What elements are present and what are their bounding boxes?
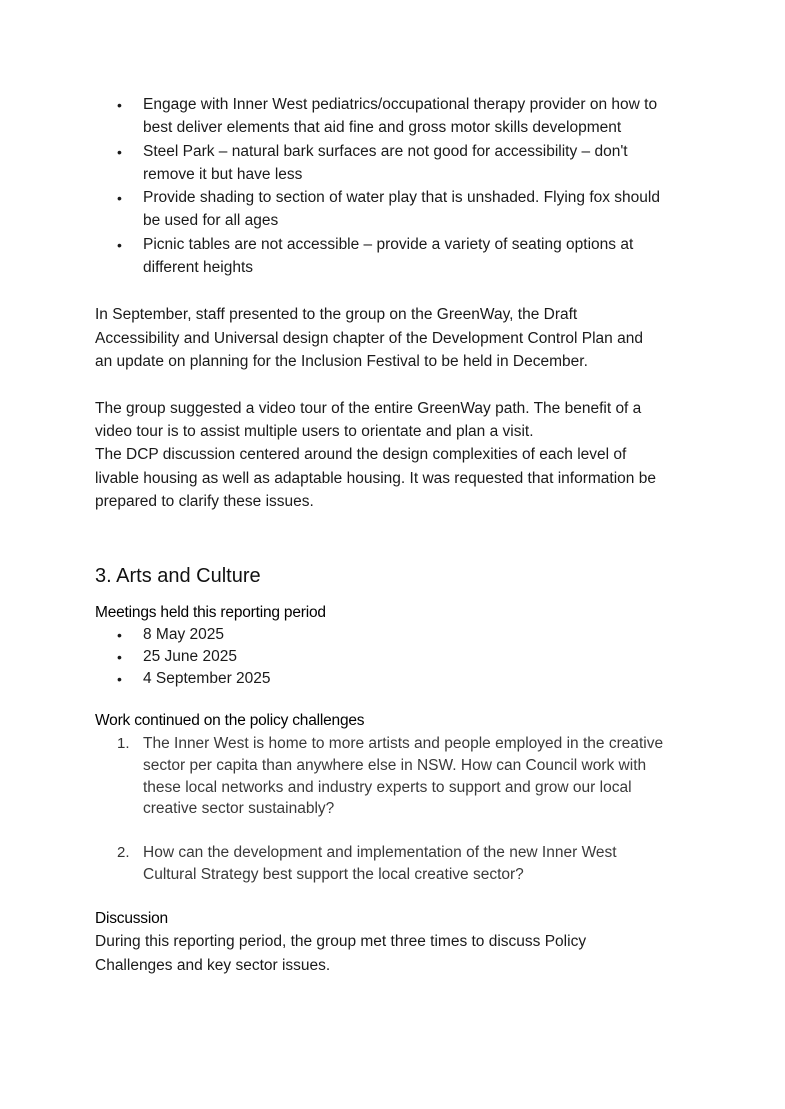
policy-item-text: How can the development and implementation of the new Inner West <box>143 844 617 861</box>
paragraph-text: video tour is to assist multiple users to orientate and plan a visit. <box>95 423 534 440</box>
list-number: 2. <box>117 844 130 861</box>
meeting-date: 25 June 2025 <box>143 648 237 665</box>
section-heading: 3. Arts and Culture <box>95 565 261 587</box>
bullet-icon: • <box>117 97 122 113</box>
paragraph-text: In September, staff presented to the group on the GreenWay, the Draft <box>95 306 578 323</box>
bullet-item-text: Engage with Inner West pediatrics/occupational therapy provider on how to <box>143 96 658 113</box>
subheading-discussion: Discussion <box>95 910 168 927</box>
policy-item-text: The Inner West is home to more artists and people employed in the creative <box>143 735 664 752</box>
meeting-date: 8 May 2025 <box>143 626 224 643</box>
subheading-meetings: Meetings held this reporting period <box>95 604 326 621</box>
bullet-icon: • <box>117 627 122 643</box>
bullet-item-text: be used for all ages <box>143 212 279 229</box>
bullet-item-text: Steel Park – natural bark surfaces are not good for accessibility – don't <box>143 143 628 160</box>
bullet-icon: • <box>117 671 122 687</box>
bullet-icon: • <box>117 237 122 253</box>
paragraph-text: Accessibility and Universal design chapter of the Development Control Plan and <box>95 330 643 347</box>
paragraph-text: The DCP discussion centered around the design complexities of each level of <box>95 446 627 463</box>
subheading-policy: Work continued on the policy challenges <box>95 712 365 729</box>
policy-item-text: sector per capita than anywhere else in NSW. How can Council work with <box>143 757 647 774</box>
bullet-item-text: remove it but have less <box>143 166 303 183</box>
bullet-icon: • <box>117 144 122 160</box>
policy-item-text: Cultural Strategy best support the local creative sector? <box>143 866 524 883</box>
bullet-item-text: best deliver elements that aid fine and gross motor skills development <box>143 119 622 136</box>
discussion-text: Challenges and key sector issues. <box>95 957 331 974</box>
list-number: 1. <box>117 735 130 752</box>
paragraph-text: prepared to clarify these issues. <box>95 493 314 510</box>
bullet-item-text: Picnic tables are not accessible – provide a variety of seating options at <box>143 236 634 253</box>
discussion-text: During this reporting period, the group met three times to discuss Policy <box>95 933 587 950</box>
paragraph-text: The group suggested a video tour of the entire GreenWay path. The benefit of a <box>95 400 642 417</box>
bullet-item-text: Provide shading to section of water play that is unshaded. Flying fox should <box>143 189 660 206</box>
bullet-icon: • <box>117 649 122 665</box>
bullet-icon: • <box>117 190 122 206</box>
paragraph-text: an update on planning for the Inclusion Festival to be held in December. <box>95 353 588 370</box>
policy-item-text: these local networks and industry experts to support and grow our local <box>143 779 632 796</box>
meeting-date: 4 September 2025 <box>143 670 271 687</box>
paragraph-text: livable housing as well as adaptable housing. It was requested that information be <box>95 470 656 487</box>
policy-item-text: creative sector sustainably? <box>143 800 335 817</box>
bullet-item-text: different heights <box>143 259 254 276</box>
